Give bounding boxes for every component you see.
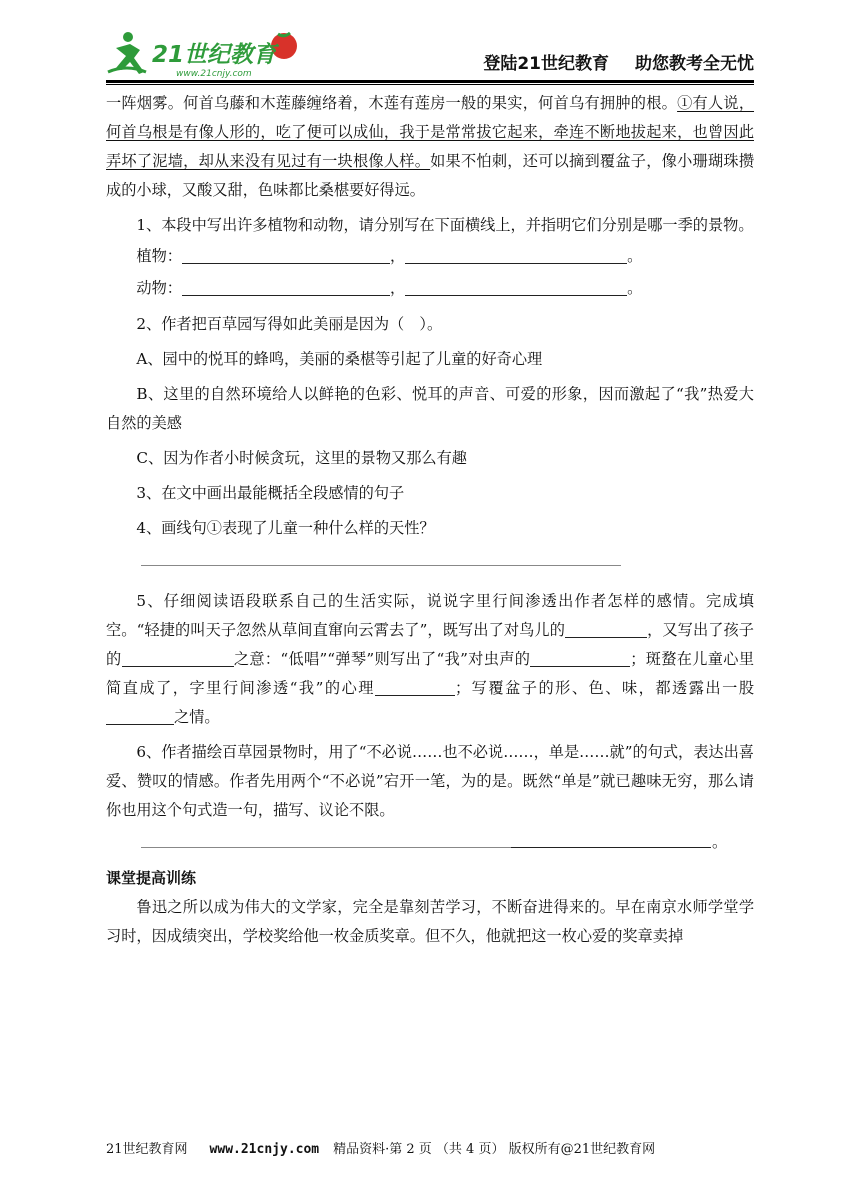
header-slogan	[483, 49, 754, 74]
underlined-sentence: ①有人说，何首乌根是有像人形的，吃了便可以成仙，我于是常常拔它起来，牵连不断地拔起来，也曾因此弄坏了泥墙，却从来没有见过有一块根像人样。	[106, 94, 755, 170]
slogan-left: 登陆21世纪教育	[483, 54, 609, 74]
question-4-answer-line[interactable]	[106, 543, 754, 581]
q5-text-a: 5、仔细阅读语段联系自己的生活实际，说说字里行间渗透出作者怎样的感情。完成填空。“轻捷的叫天子忽然从草间直窜向云霄去了”，既写出了对鸟儿的	[106, 592, 754, 639]
page-footer	[106, 1138, 754, 1157]
question-3: 3、在文中画出最能概括全段感情的句子	[136, 484, 405, 502]
period: 。	[627, 279, 643, 297]
question-4: 4、画线句①表现了儿童一种什么样的天性？	[136, 519, 435, 537]
q5-blank-4[interactable]	[375, 680, 455, 696]
question-2: 2、作者把百草园写得如此美丽是因为（ ）。	[136, 315, 443, 333]
logo-text: 21世纪教育	[152, 42, 277, 68]
q5-text-f: 之情。	[174, 708, 220, 726]
animals-blank-2[interactable]	[405, 280, 627, 296]
q5-text-c: 之意：“低唱”“弹琴”则写出了“我”对虫声的	[233, 650, 531, 668]
question-5	[106, 587, 754, 732]
q5-blank-5[interactable]	[106, 709, 174, 725]
q5-text-d: ；斑蝥在儿童心里简直成了，字里行间渗透“我”的心理	[106, 650, 755, 697]
plants-label: 植物：	[136, 247, 182, 265]
passage-paragraph	[106, 89, 754, 205]
header-rule-thick	[106, 80, 754, 83]
header-rule-thin	[106, 84, 754, 85]
q5-blank-1[interactable]	[565, 622, 647, 638]
footer-url[interactable]: www.21cnjy.com	[209, 1142, 320, 1157]
q5-blank-2[interactable]	[122, 651, 234, 667]
footer-page-info: 精品资料·第 2 页 （共 4 页） 版权所有@21世纪教育网	[333, 1142, 656, 1157]
plants-answer-row	[106, 240, 754, 272]
q5-blank-3[interactable]	[530, 651, 630, 667]
question-1: 1、本段中写出许多植物和动物，请分别写在下面横线上，并指明它们分别是哪一季的景物。	[136, 216, 754, 234]
footer-site: 21世纪教育网	[106, 1142, 188, 1157]
passage-text-end: 如果不怕刺，还可以摘到覆盆子，像小珊瑚珠攒成的小球，又酸又甜，色味都比桑椹要好得远。	[106, 152, 755, 199]
slogan-right: 助您教考全无忧	[635, 54, 754, 74]
plants-blank-2[interactable]	[405, 248, 627, 264]
q5-text-b: ，又写出了孩子的	[106, 621, 754, 668]
q6-period: 。	[712, 833, 728, 851]
section-title: 课堂提高训练	[106, 869, 197, 887]
passage-text: 一阵烟雾。何首乌藤和木莲藤缠络着，木莲有莲房一般的果实，何首乌有拥肿的根。	[106, 94, 678, 112]
question-2-option-b: B、这里的自然环境给人以鲜艳的色彩、悦耳的声音、可爱的形象，因而激起了“我”热爱大自然的美感	[106, 385, 754, 432]
q5-text-e: ；写覆盆子的形、色、味，都透露出一股	[454, 679, 755, 697]
logo-21cnjy	[106, 28, 306, 80]
page-header	[106, 28, 754, 80]
comma: ，	[389, 279, 406, 297]
runner-icon	[108, 32, 146, 74]
animals-blank-1[interactable]	[182, 280, 390, 296]
logo-url: www.21cnjy.com	[176, 69, 252, 79]
section-paragraph: 鲁迅之所以成为伟大的文学家，完全是靠刻苦学习，不断奋进得来的。早在南京水师学堂学习时，因成绩突出，学校奖给他一枚金质奖章。但不久，他就把这一枚心爱的奖章卖掉	[106, 898, 754, 945]
question-6-answer-line[interactable]	[106, 825, 754, 861]
page-content	[106, 89, 754, 951]
plants-blank-1[interactable]	[182, 248, 390, 264]
question-2-option-c: C、因为作者小时候贪玩，这里的景物又那么有趣	[136, 449, 467, 467]
question-2-option-a: A、园中的悦耳的蜂鸣，美丽的桑椹等引起了儿童的好奇心理	[136, 350, 543, 368]
comma: ，	[389, 247, 406, 265]
period: 。	[627, 247, 643, 265]
animals-label: 动物：	[136, 279, 182, 297]
question-6: 6、作者描绘百草园景物时，用了“不必说……也不必说……，单是……就”的句式，表达出喜爱、赞叹的情感。作者先用两个“不必说”宕开一笔，为的是。既然“单是”就已趣味无穷，那么请你也用这个句式造一句，描写、议论不限。	[106, 743, 754, 819]
animals-answer-row	[106, 272, 754, 304]
